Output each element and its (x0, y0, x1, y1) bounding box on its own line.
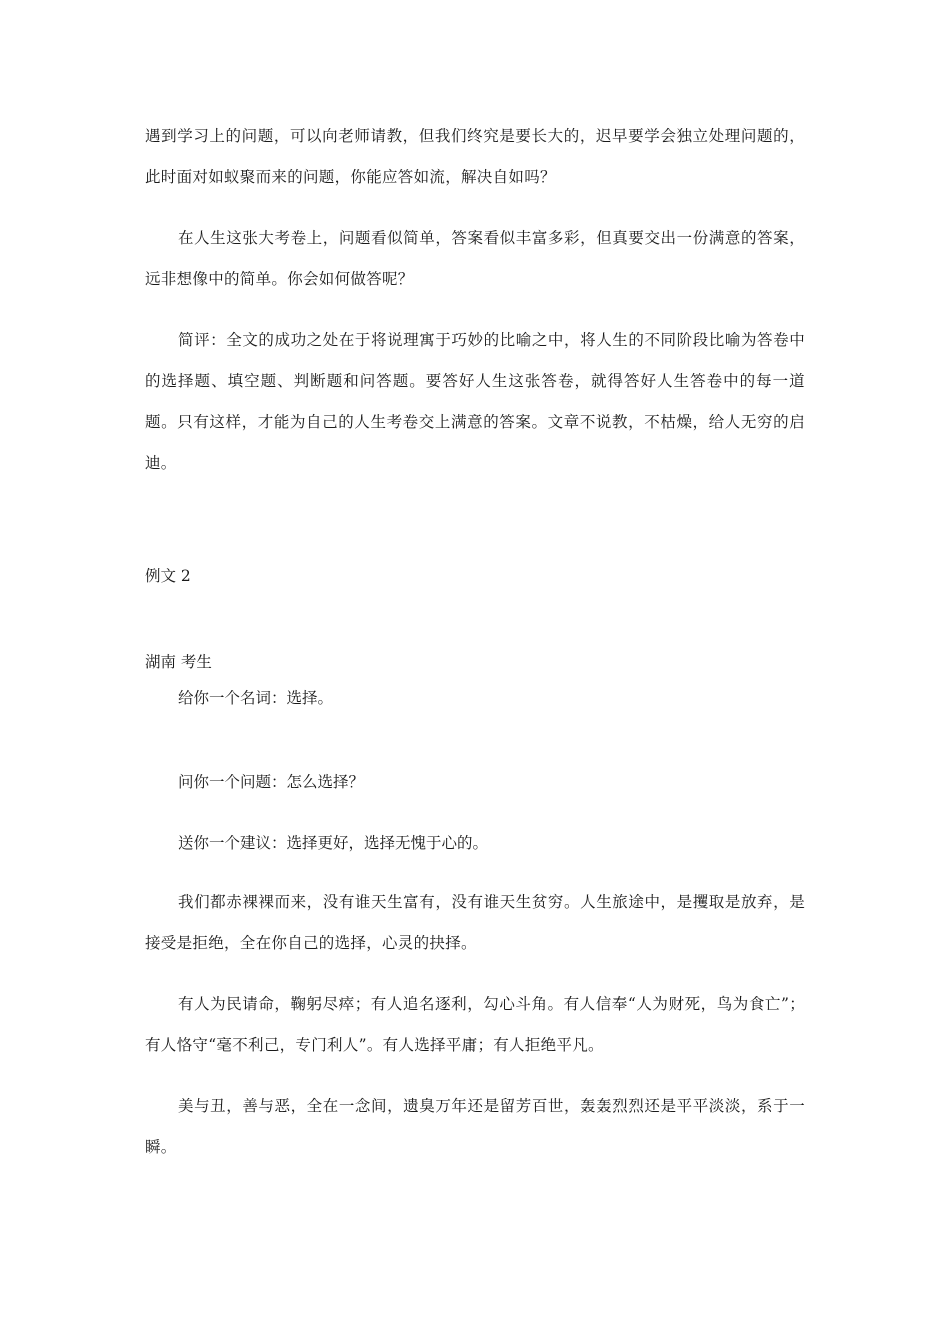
essay-line-advice: 送你一个建议：选择更好，选择无愧于心的。 (178, 834, 489, 852)
essay-line-noun: 给你一个名词：选择。 (178, 689, 334, 707)
author-line: 湖南 考生 (145, 653, 212, 671)
paragraph-exam-paper: 在人生这张大考卷上，问题看似简单，答案看似丰富多彩，但真要交出一份满意的答案，远非想像中的简单。你会如何做答呢？ (145, 229, 805, 288)
paragraph-intro-question: 遇到学习上的问题，可以向老师请教，但我们终究是要长大的，迟早要学会独立处理问题的，此时面对如蚁聚而来的问题，你能应答如流，解决自如吗？ (145, 127, 805, 186)
essay-line-question: 问你一个问题：怎么选择？ (178, 773, 365, 791)
example-heading: 例文 2 (145, 567, 191, 585)
paragraph-commentary: 简评：全文的成功之处在于将说理寓于巧妙的比喻之中，将人生的不同阶段比喻为答卷中的选择题、填空题、判断题和问答题。要答好人生这张答卷，就得答好人生答卷中的每一道题。只有这样，才能为自己的人生考卷交上满意的答案。文章不说教，不枯燥，给人无穷的启迪。 (145, 331, 805, 472)
essay-paragraph-moment: 美与丑，善与恶，全在一念间，遗臭万年还是留芳百世，轰轰烈烈还是平平淡淡，系于一瞬。 (145, 1097, 805, 1156)
essay-paragraph-choice: 我们都赤裸裸而来，没有谁天生富有，没有谁天生贫穷。人生旅途中，是攫取是放弃，是接受是拒绝，全在你自己的选择，心灵的抉择。 (145, 893, 805, 952)
essay-paragraph-people: 有人为民请命，鞠躬尽瘁；有人追名逐利，勾心斗角。有人信奉“人为财死，鸟为食亡”；有人恪守“毫不利己，专门利人”。有人选择平庸；有人拒绝平凡。 (145, 995, 805, 1054)
